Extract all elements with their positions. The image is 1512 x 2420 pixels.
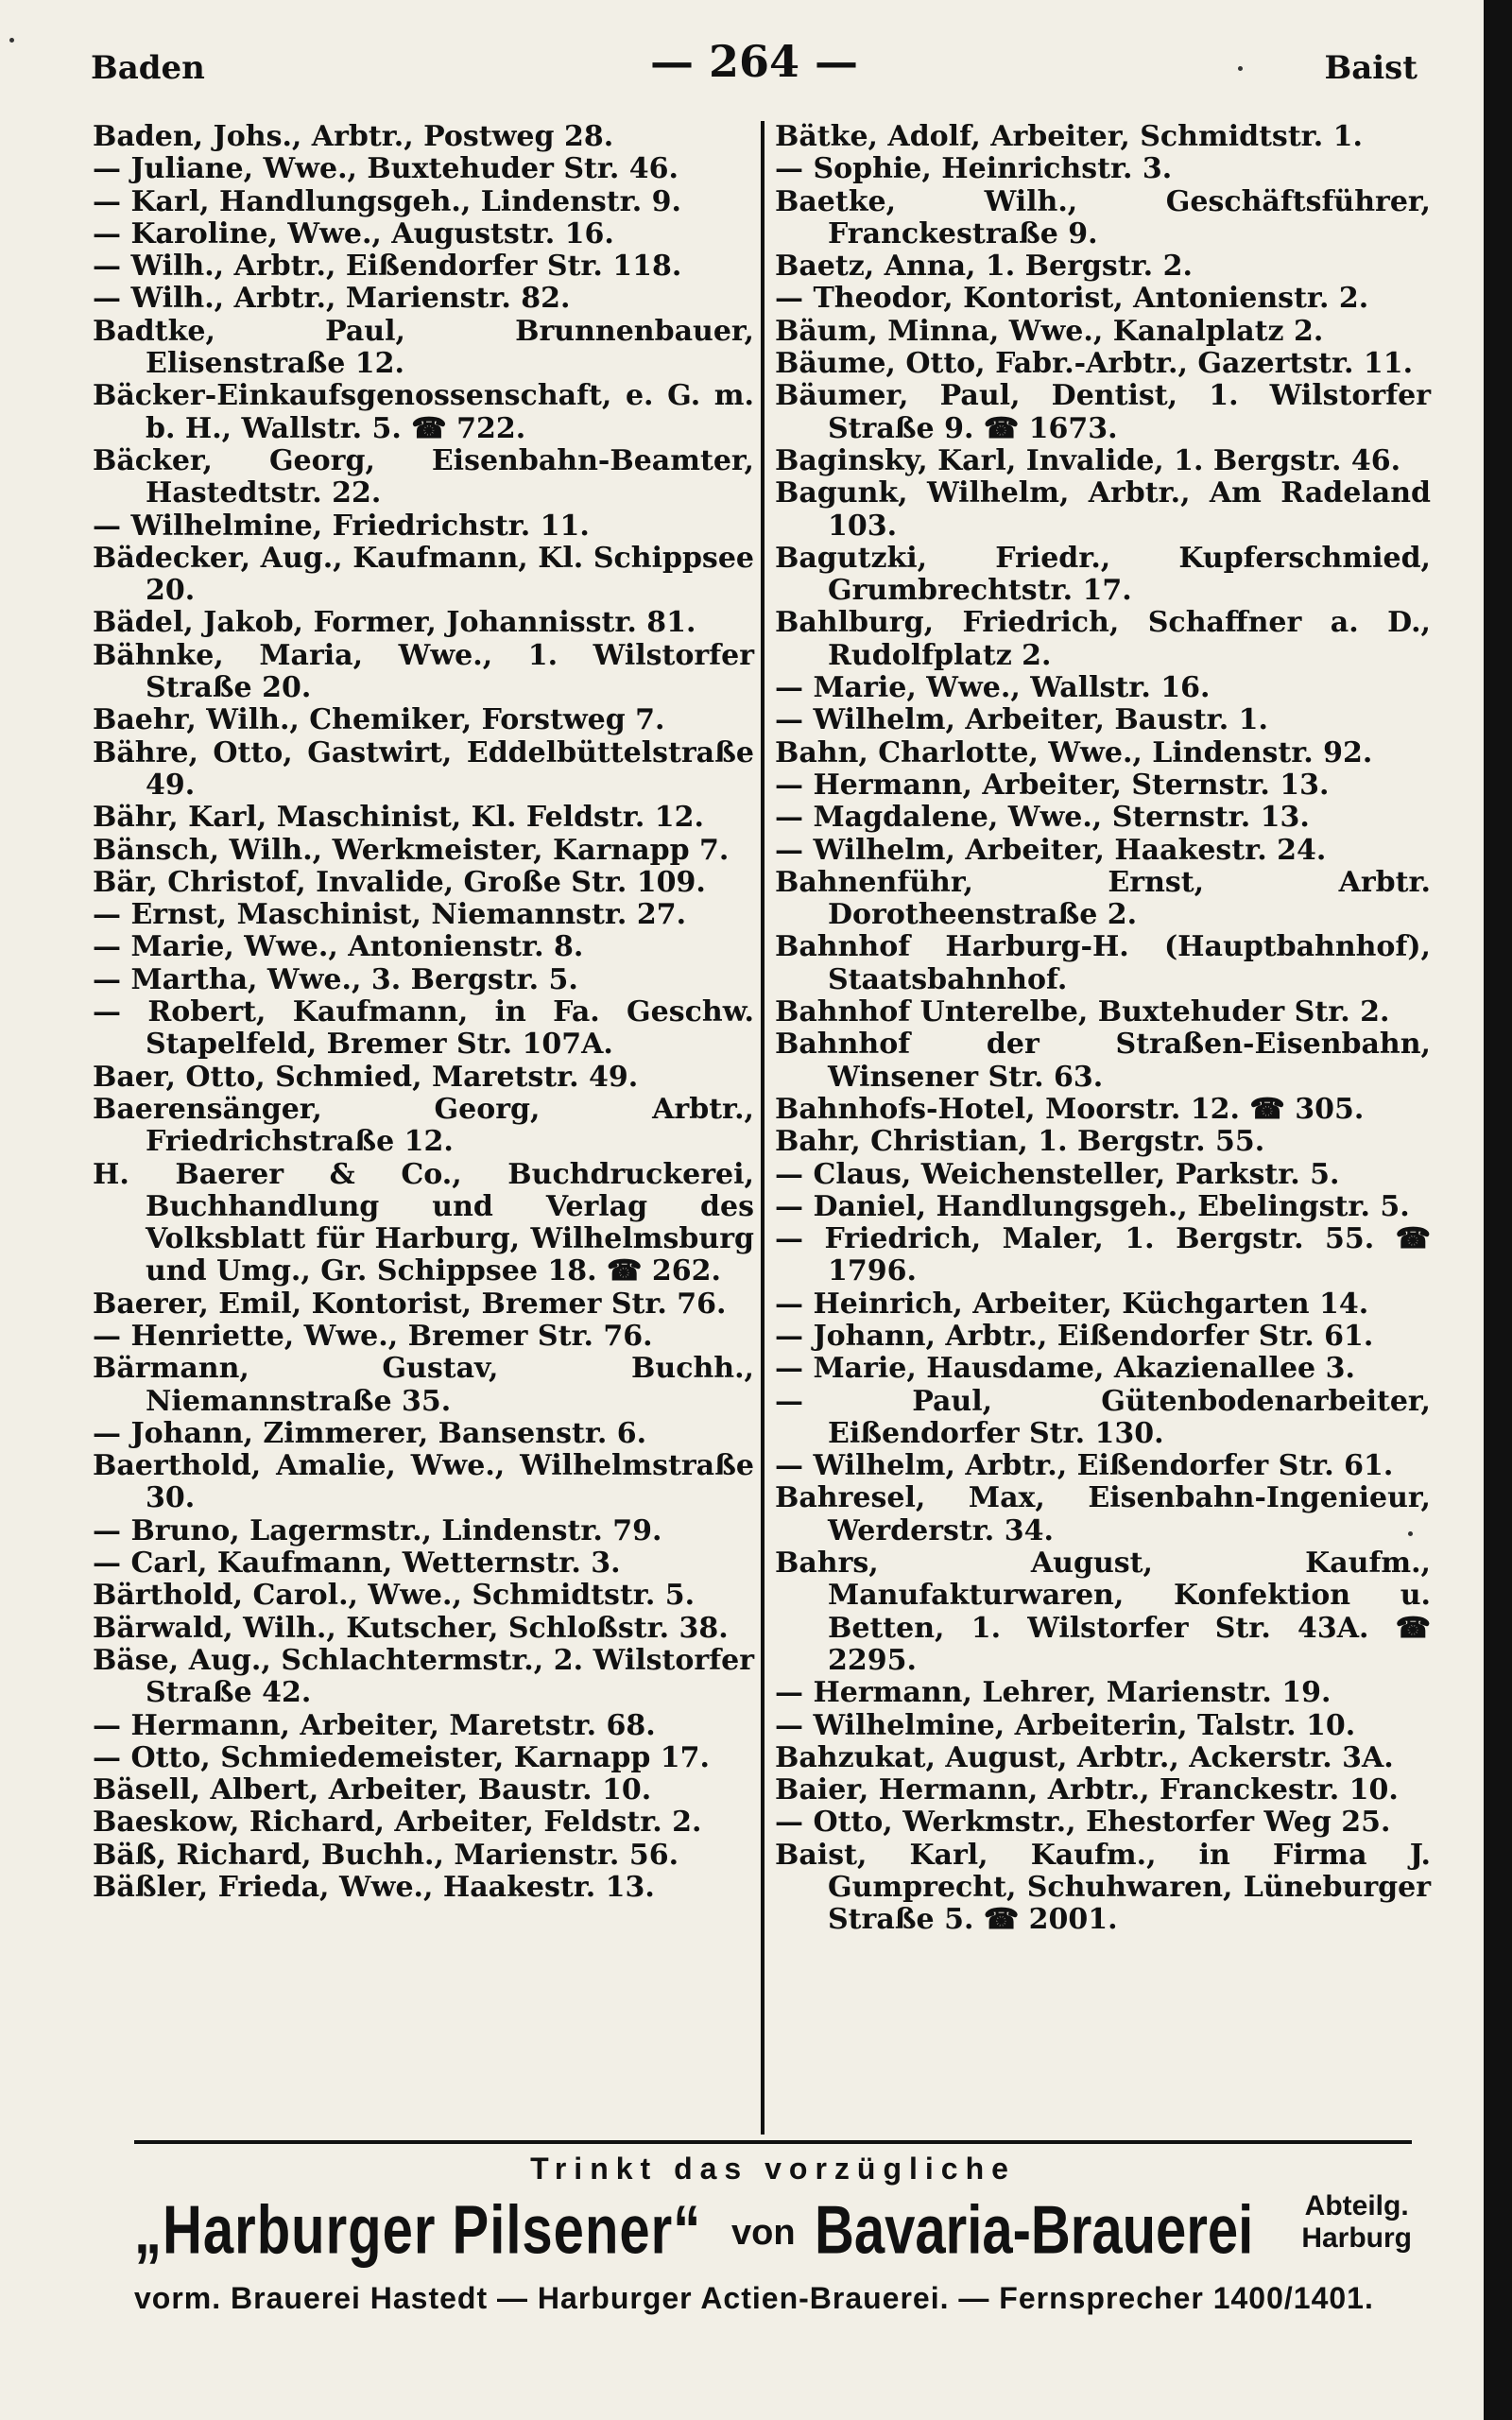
directory-entry: Bäß, Richard, Buchh., Marienstr. 56. xyxy=(93,1838,679,1872)
ad-department xyxy=(1301,2190,1412,2255)
directory-entry: Baden, Johs., Arbtr., Postweg 28. xyxy=(93,120,614,153)
directory-entry: Baier, Hermann, Arbtr., Franckestr. 10. xyxy=(775,1773,1399,1807)
directory-entry: Bahrs, August, Kaufm., Manufakturwaren, Konfektion u. Betten, 1. Wilstorfer Str. 43A. ☎ 2295. xyxy=(775,1547,1431,1677)
directory-entry: Bähre, Otto, Gastwirt, Eddelbüttelstraße 49. xyxy=(93,735,754,802)
directory-entry: Bahzukat, August, Arbtr., Ackerstr. 3A. xyxy=(775,1740,1394,1774)
ad-dept-line1: Abteilg. xyxy=(1304,2190,1409,2221)
directory-entry: — Wilhelm, Arbtr., Eißendorfer Str. 61. xyxy=(775,1449,1394,1483)
directory-entry: — Wilhelm, Arbeiter, Baustr. 1. xyxy=(775,703,1268,737)
directory-entry: — Marie, Hausdame, Akazienallee 3. xyxy=(775,1352,1355,1386)
directory-entry: — Hermann, Lehrer, Marienstr. 19. xyxy=(775,1676,1332,1710)
directory-entry: Bahn, Charlotte, Wwe., Lindenstr. 92. xyxy=(775,735,1373,769)
directory-entry: Bahnhof Harburg-H. (Hauptbahnhof), Staatsbahnhof. xyxy=(775,930,1431,996)
directory-entry: Bahnhof Unterelbe, Buxtehuder Str. 2. xyxy=(775,995,1390,1029)
directory-entry: Baist, Karl, Kaufm., in Firma J. Gumprecht, Schuhwaren, Lüneburger Straße 5. ☎ 2001. xyxy=(775,1838,1431,1937)
directory-entry: — Daniel, Handlungsgeh., Ebelingstr. 5. xyxy=(775,1189,1410,1223)
directory-entry: Bärthold, Carol., Wwe., Schmidtstr. 5. xyxy=(93,1579,696,1613)
left-column xyxy=(93,121,754,1904)
directory-entry: Bähnke, Maria, Wwe., 1. Wilstorfer Straße 20. xyxy=(93,638,754,705)
ad-headline xyxy=(134,2187,1412,2269)
directory-entry: Bärmann, Gustav, Buchh., Niemannstraße 35. xyxy=(93,1352,754,1418)
directory-entry: Baginsky, Karl, Invalide, 1. Bergstr. 46. xyxy=(775,443,1401,477)
directory-entry: Baeskow, Richard, Arbeiter, Feldstr. 2. xyxy=(93,1806,702,1840)
directory-entry: Bäcker, Georg, Eisenbahn-Beamter, Hastedtstr. 22. xyxy=(93,443,754,510)
directory-entry: Bätke, Adolf, Arbeiter, Schmidtstr. 1. xyxy=(775,120,1363,153)
directory-entry: Badtke, Paul, Brunnenbauer, Elisenstraße 12. xyxy=(93,314,754,381)
directory-entry: Bahnenführ, Ernst, Arbtr. Dorotheenstraße 2. xyxy=(775,865,1431,932)
print-speck xyxy=(1238,66,1243,71)
directory-entry: — Johann, Arbtr., Eißendorfer Str. 61. xyxy=(775,1319,1374,1353)
directory-entry: Bänsch, Wilh., Werkmeister, Karnapp 7. xyxy=(93,833,730,867)
ad-tagline: Trinkt das vorzügliche xyxy=(530,2152,1016,2186)
directory-entry: — Henriette, Wwe., Bremer Str. 76. xyxy=(93,1319,653,1353)
ad-von: von xyxy=(731,2213,796,2253)
directory-entry: — Carl, Kaufmann, Wetternstr. 3. xyxy=(93,1547,621,1581)
directory-entry: Baehr, Wilh., Chemiker, Forstweg 7. xyxy=(93,703,665,737)
right-column xyxy=(775,121,1431,1937)
page-edge-shadow xyxy=(1484,0,1512,2420)
directory-entry: — Marie, Wwe., Antonienstr. 8. xyxy=(93,930,584,964)
directory-entry: — Bruno, Lagermstr., Lindenstr. 79. xyxy=(93,1513,662,1547)
directory-entry: Bähr, Karl, Maschinist, Kl. Feldstr. 12. xyxy=(93,801,704,835)
directory-entry: — Marie, Wwe., Wallstr. 16. xyxy=(775,671,1211,705)
directory-entry: — Heinrich, Arbeiter, Küchgarten 14. xyxy=(775,1287,1369,1321)
ad-brand: „Harburger Pilsener“ xyxy=(134,2191,702,2269)
directory-entry: Baetz, Anna, 1. Bergstr. 2. xyxy=(775,250,1193,284)
directory-entry: — Karl, Handlungsgeh., Lindenstr. 9. xyxy=(93,184,681,218)
advertisement xyxy=(134,2152,1412,2341)
directory-entry: Bahlburg, Friedrich, Schaffner a. D., Rudolfplatz 2. xyxy=(775,606,1431,672)
directory-entry: — Robert, Kaufmann, in Fa. Geschw. Stapelfeld, Bremer Str. 107A. xyxy=(93,995,754,1062)
directory-entry: Bäse, Aug., Schlachtermstr., 2. Wilstorfer Straße 42. xyxy=(93,1643,754,1710)
directory-entry: Bäßler, Frieda, Wwe., Haakestr. 13. xyxy=(93,1871,655,1905)
directory-entry: Bagunk, Wilhelm, Arbtr., Am Radeland 103. xyxy=(775,476,1431,543)
directory-entry: Bäsell, Albert, Arbeiter, Baustr. 10. xyxy=(93,1773,652,1807)
directory-entry: Bahnhof der Straßen-Eisenbahn, Winsener Str. 63. xyxy=(775,1028,1431,1094)
directory-entry: — Sophie, Heinrichstr. 3. xyxy=(775,152,1173,186)
directory-columns xyxy=(93,121,1431,2125)
directory-entry: — Wilhelmine, Friedrichstr. 11. xyxy=(93,509,590,543)
directory-entry: — Karoline, Wwe., Auguststr. 16. xyxy=(93,216,614,251)
directory-entry: Bagutzki, Friedr., Kupferschmied, Grumbrechtstr. 17. xyxy=(775,541,1431,608)
directory-entry: — Wilhelm, Arbeiter, Haakestr. 24. xyxy=(775,833,1327,867)
directory-entry: Bädel, Jakob, Former, Johannisstr. 81. xyxy=(93,606,696,640)
directory-entry: Bäum, Minna, Wwe., Kanalplatz 2. xyxy=(775,314,1324,348)
header-right-keyword: Baist xyxy=(1324,49,1418,87)
directory-entry: Bädecker, Aug., Kaufmann, Kl. Schippsee 20. xyxy=(93,541,754,608)
directory-entry: — Hermann, Arbeiter, Sternstr. 13. xyxy=(775,768,1330,802)
directory-entry: Bahnhofs-Hotel, Moorstr. 12. ☎ 305. xyxy=(775,1092,1365,1126)
directory-entry: Bär, Christof, Invalide, Große Str. 109. xyxy=(93,865,706,899)
directory-entry: — Wilh., Arbtr., Eißendorfer Str. 118. xyxy=(93,250,682,284)
advertisement-rule xyxy=(134,2140,1412,2144)
ad-brewery: Bavaria-Brauerei xyxy=(815,2191,1254,2269)
directory-entry: — Ernst, Maschinist, Niemannstr. 27. xyxy=(93,898,687,932)
directory-entry: — Magdalene, Wwe., Sternstr. 13. xyxy=(775,801,1310,835)
print-speck xyxy=(1408,1531,1413,1536)
directory-entry: Baerer, Emil, Kontorist, Bremer Str. 76. xyxy=(93,1287,727,1321)
directory-entry: Baerthold, Amalie, Wwe., Wilhelmstraße 30. xyxy=(93,1449,754,1515)
directory-entry: Bahresel, Max, Eisenbahn-Ingenieur, Werderstr. 34. xyxy=(775,1481,1431,1547)
directory-entry: Bäcker-Einkaufsgenossenschaft, e. G. m. b. H., Wallstr. 5. ☎ 722. xyxy=(93,379,754,445)
ad-dept-line2: Harburg xyxy=(1301,2222,1412,2254)
directory-entry: — Claus, Weichensteller, Parkstr. 5. xyxy=(775,1157,1340,1191)
header-left-keyword: Baden xyxy=(91,49,205,87)
directory-entry: Bäume, Otto, Fabr.-Arbtr., Gazertstr. 11. xyxy=(775,347,1414,381)
directory-entry: — Wilh., Arbtr., Marienstr. 82. xyxy=(93,282,571,316)
directory-entry: — Friedrich, Maler, 1. Bergstr. 55. ☎ 1796. xyxy=(775,1222,1431,1288)
directory-entry: — Paul, Gütenbodenarbeiter, Eißendorfer Str. 130. xyxy=(775,1384,1431,1450)
directory-entry: H. Baerer & Co., Buchdruckerei, Buchhandlung und Verlag des Volksblatt für Harburg, Wilhelmsburg und Umg., Gr. Schippsee 18. ☎ 262. xyxy=(93,1157,754,1288)
directory-entry: Baer, Otto, Schmied, Maretstr. 49. xyxy=(93,1060,639,1094)
directory-entry: — Otto, Werkmstr., Ehestorfer Weg 25. xyxy=(775,1806,1391,1840)
directory-entry: — Juliane, Wwe., Buxtehuder Str. 46. xyxy=(93,152,679,186)
directory-entry: — Johann, Zimmerer, Bansenstr. 6. xyxy=(93,1416,647,1450)
directory-entry: Baetke, Wilh., Geschäftsführer, Franckestraße 9. xyxy=(775,184,1431,251)
directory-entry: Baerensänger, Georg, Arbtr., Friedrichstraße 12. xyxy=(93,1092,754,1159)
directory-entry: Bäumer, Paul, Dentist, 1. Wilstorfer Straße 9. ☎ 1673. xyxy=(775,379,1431,445)
column-divider xyxy=(761,121,765,2135)
directory-entry: Bärwald, Wilh., Kutscher, Schloßstr. 38. xyxy=(93,1611,729,1645)
ad-footer: vorm. Brauerei Hastedt — Harburger Actien-Brauerei. — Fernsprecher 1400/1401. xyxy=(134,2281,1374,2315)
directory-entry: — Theodor, Kontorist, Antonienstr. 2. xyxy=(775,282,1369,316)
directory-entry: — Hermann, Arbeiter, Maretstr. 68. xyxy=(93,1708,656,1742)
page-number: — 264 — xyxy=(649,36,859,87)
page-header xyxy=(91,36,1418,102)
print-speck xyxy=(9,38,14,43)
directory-entry: Bahr, Christian, 1. Bergstr. 55. xyxy=(775,1125,1265,1159)
directory-entry: — Wilhelmine, Arbeiterin, Talstr. 10. xyxy=(775,1708,1356,1742)
directory-entry: — Otto, Schmiedemeister, Karnapp 17. xyxy=(93,1740,710,1774)
directory-entry: — Martha, Wwe., 3. Bergstr. 5. xyxy=(93,962,578,996)
